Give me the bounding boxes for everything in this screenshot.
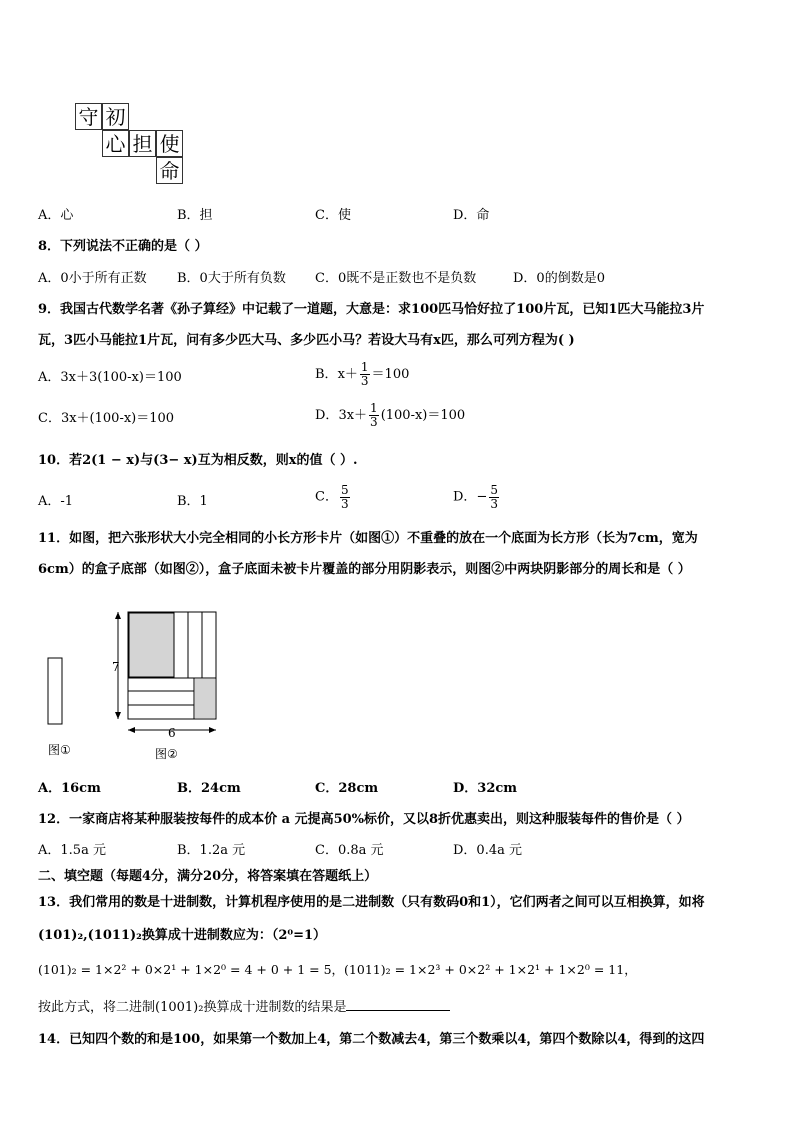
fraction: $\frac{1}{3}$	[360, 360, 369, 388]
q10-stem: 10．若2(1 − x)与(3− x)互为相反数，则x的值（ ）.	[38, 453, 358, 468]
q9-option-d: D．3x＋ $\frac{1}{3}$ (100-x)＝100	[315, 401, 466, 429]
q7-option-d: D．命	[453, 208, 490, 223]
q8-option-a: A．0小于所有正数	[38, 271, 147, 286]
net-cell: 初	[102, 103, 129, 130]
shaded-region-bottom	[195, 679, 215, 718]
net-cell: 命	[156, 157, 183, 184]
q13-stem-line2: (101)₂,(1011)₂换算成十进制数应为：（2⁰=1）	[38, 928, 327, 943]
q10-option-b: B．1	[177, 494, 208, 509]
q12-option-a: A．1.5a 元	[38, 843, 106, 858]
q7-option-c: C．使	[315, 208, 351, 223]
answer-blank	[346, 998, 450, 1011]
q7-option-a: A．心	[38, 208, 74, 223]
q11-stem-line2: 6cm）的盒子底部（如图②），盒子底面未被卡片覆盖的部分用阴影表示，则图②中两块阴影部分的周长和是（ ）	[38, 562, 691, 577]
q9-stem-line2: 瓦，3匹小马能拉1片瓦，问有多少匹大马、多少匹小马？若设大马有x匹，那么可列方程为( )	[38, 333, 575, 348]
net-cell: 心	[102, 130, 129, 157]
net-cell: 守	[75, 103, 102, 130]
q9-option-a: A．3x＋3(100-x)＝100	[38, 370, 182, 385]
q11-stem-line1: 11．如图，把六张形状大小完全相同的小长方形卡片（如图①）不重叠的放在一个底面为长方形（长为7cm，宽为	[38, 531, 698, 546]
q11-option-a: A．16cm	[38, 781, 101, 796]
fraction: $\frac{5}{3}$	[490, 483, 498, 511]
q9-stem-line1: 9．我国古代数学名著《孙子算经》中记载了一道题，大意是：求100匹马恰好拉了100片瓦，已知1匹大马能拉3片	[38, 302, 705, 317]
q8-stem: 8．下列说法不正确的是（ ）	[38, 239, 208, 254]
q12-stem: 12．一家商店将某种服装按每件的成本价 a 元提高50%标价，又以8折优惠卖出，则这种服装每件的售价是（ ）	[38, 812, 690, 827]
box-figure	[115, 612, 216, 733]
dimension-height-label: 7	[112, 660, 120, 674]
figure-2-caption: 图②	[155, 747, 178, 761]
q9-option-c: C．3x＋(100-x)＝100	[38, 411, 175, 426]
q9-option-b: B．x＋ $\frac{1}{3}$ ＝100	[315, 360, 410, 388]
fraction: $\frac{5}{3}$	[340, 483, 349, 511]
q13-stem-line3: 按此方式，将二进制(1001)₂换算成十进制数的结果是	[38, 998, 450, 1017]
fraction: $\frac{1}{3}$	[370, 401, 378, 429]
q11-option-b: B．24cm	[177, 781, 241, 796]
q10-option-a: A．-1	[38, 494, 74, 509]
q12-option-c: C．0.8a 元	[315, 843, 384, 858]
q7-option-b: B．担	[177, 208, 213, 223]
q8-option-c: C．0既不是正数也不是负数	[315, 271, 477, 286]
q13-formula: (101)₂ = 1×2² + 0×2¹ + 1×2⁰ = 4 + 0 + 1 = 5，(1011)₂ = 1×2³ + 0×2² + 1×2¹ + 1×2⁰ = 11，	[38, 962, 637, 977]
q8-option-d: D．0的倒数是0	[513, 271, 605, 286]
dimension-width-label: 6	[168, 726, 176, 740]
card-rectangle	[48, 658, 62, 724]
q8-option-b: B．0大于所有负数	[177, 271, 286, 286]
q10-option-d: D．− $\frac{5}{3}$	[453, 483, 498, 511]
net-cell: 担	[129, 130, 156, 157]
shaded-region-top	[129, 613, 174, 677]
q12-option-d: D．0.4a 元	[453, 843, 522, 858]
q10-option-c: C． $\frac{5}{3}$	[315, 483, 349, 511]
figure-1-caption: 图①	[48, 743, 71, 757]
q11-option-d: D．32cm	[453, 781, 518, 796]
q11-option-c: C．28cm	[315, 781, 379, 796]
q12-option-b: B．1.2a 元	[177, 843, 246, 858]
section-2-heading: 二、填空题（每题4分，满分20分，将答案填在答题纸上）	[38, 869, 378, 884]
q13-stem-line1: 13．我们常用的数是十进制数，计算机程序使用的是二进制数（只有数码0和1），它们两者之间可以互相换算，如将	[38, 895, 705, 910]
q14-stem-line1: 14．已知四个数的和是100，如果第一个数加上4，第二个数减去4，第三个数乘以4，第四个数除以4，得到的这四	[38, 1032, 705, 1047]
net-cell: 使	[156, 130, 183, 157]
